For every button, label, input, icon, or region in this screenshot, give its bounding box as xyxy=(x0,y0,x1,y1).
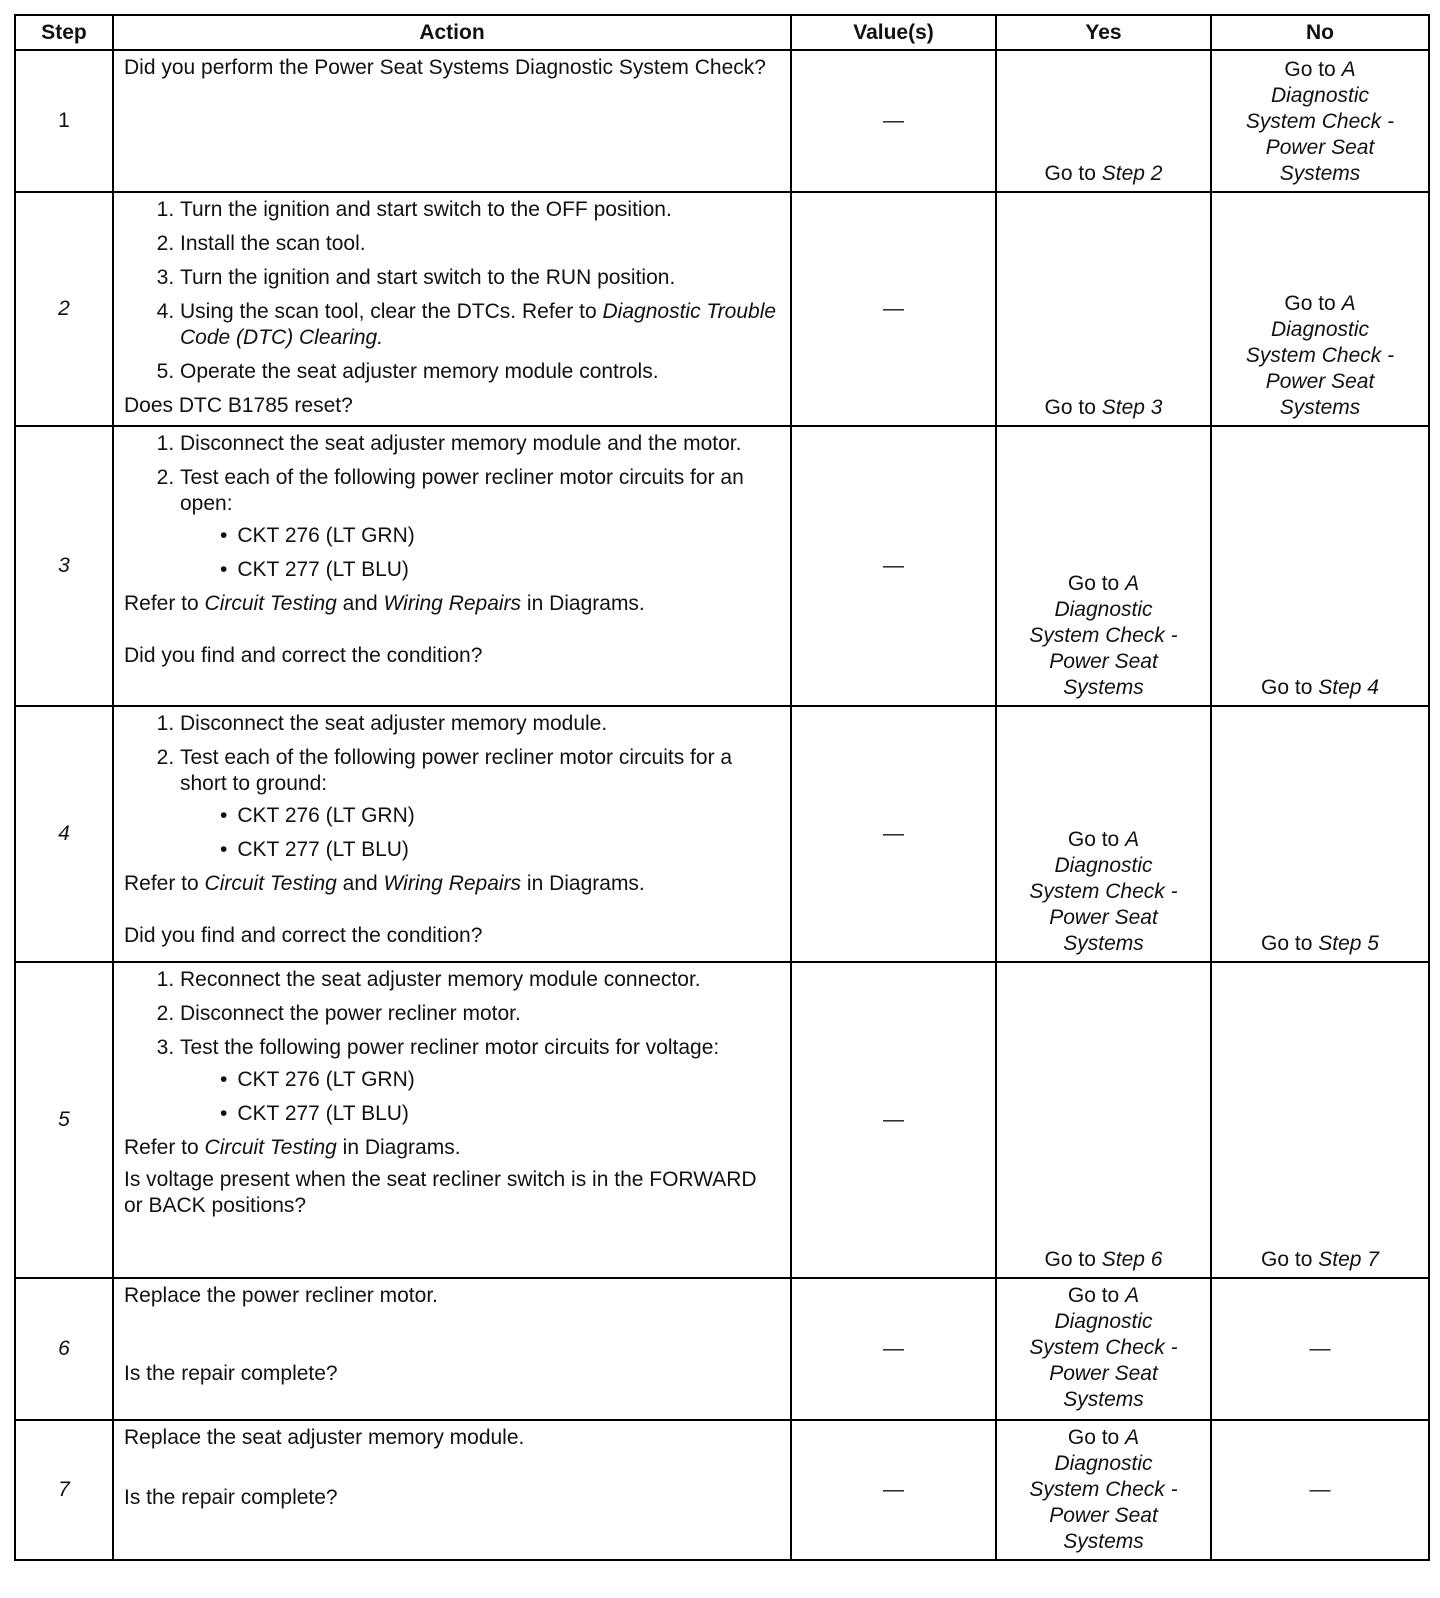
circuit-bullet: • CKT 277 (LT BLU) xyxy=(220,837,780,863)
table-row xyxy=(15,50,1429,192)
action-text: Replace the seat adjuster memory module. xyxy=(124,1426,525,1449)
action-cell xyxy=(113,962,791,1278)
header-values: Value(s) xyxy=(791,15,996,50)
yes-cell: Go to Step 3 xyxy=(996,192,1211,426)
diag-link[interactable]: A Diagnostic System Check - Power Seat Systems xyxy=(1029,828,1178,955)
diag-link[interactable]: A Diagnostic System Check - Power Seat Systems xyxy=(1029,1426,1178,1553)
step-number: 6 xyxy=(15,1278,113,1420)
action-text: Replace the power recliner motor. xyxy=(124,1284,438,1307)
diagnostic-table xyxy=(14,14,1430,1561)
value-cell: — xyxy=(791,50,996,192)
value-cell: — xyxy=(791,1278,996,1420)
action-item: 4. Using the scan tool, clear the DTCs. Refer to Diagnostic Trouble Code (DTC) Clearing. xyxy=(180,299,780,351)
diag-link[interactable]: A Diagnostic System Check - Power Seat Systems xyxy=(1245,292,1395,419)
table-row xyxy=(15,426,1429,706)
diag-link[interactable]: A Diagnostic System Check - Power Seat Systems xyxy=(1029,572,1178,699)
circuit-bullet: • CKT 277 (LT BLU) xyxy=(220,1101,780,1127)
action-item: 3. Turn the ignition and start switch to the RUN position. xyxy=(180,265,780,291)
circuit-bullet: • CKT 276 (LT GRN) xyxy=(220,1067,780,1093)
wiring-repairs-link[interactable]: Wiring Repairs xyxy=(383,592,522,615)
question-text: Did you find and correct the condition? xyxy=(124,924,483,947)
diag-link[interactable]: A Diagnostic System Check - Power Seat Systems xyxy=(1245,58,1395,185)
action-cell xyxy=(113,426,791,706)
value-cell: — xyxy=(791,962,996,1278)
wiring-repairs-link[interactable]: Wiring Repairs xyxy=(383,872,522,895)
reference-text: Refer to Circuit Testing and Wiring Repairs in Diagrams. xyxy=(124,592,645,615)
value-cell: — xyxy=(791,706,996,962)
yes-cell: Go to A Diagnostic System Check - Power Seat Systems xyxy=(996,426,1211,706)
question-text: Is the repair complete? xyxy=(124,1362,338,1385)
header-no: No xyxy=(1211,15,1429,50)
no-cell: — xyxy=(1211,1420,1429,1560)
no-cell: Go to Step 4 xyxy=(1211,426,1429,706)
circuit-bullet: • CKT 276 (LT GRN) xyxy=(220,803,780,829)
header-row xyxy=(15,15,1429,50)
no-cell: Go to Step 5 xyxy=(1211,706,1429,962)
action-item: 1. Reconnect the seat adjuster memory module connector. xyxy=(180,967,780,993)
table-row xyxy=(15,706,1429,962)
value-cell: — xyxy=(791,426,996,706)
step-number: 2 xyxy=(15,192,113,426)
action-item: 2. Install the scan tool. xyxy=(180,231,780,257)
question-text: Is voltage present when the seat recliner switch is in the FORWARD or BACK positions? xyxy=(124,1168,757,1217)
step-number: 4 xyxy=(15,706,113,962)
step-number: 1 xyxy=(15,50,113,192)
question-text: Did you find and correct the condition? xyxy=(124,644,483,667)
header-step: Step xyxy=(15,15,113,50)
action-cell xyxy=(113,1278,791,1420)
no-cell: — xyxy=(1211,1278,1429,1420)
yes-cell: Go to A Diagnostic System Check - Power Seat Systems xyxy=(996,1278,1211,1420)
reference-text: Refer to Circuit Testing and Wiring Repairs in Diagrams. xyxy=(124,872,645,895)
no-cell: Go to A Diagnostic System Check - Power Seat Systems xyxy=(1211,50,1429,192)
circuit-bullet: • CKT 277 (LT BLU) xyxy=(220,557,780,583)
step-link[interactable]: Step 7 xyxy=(1318,1248,1379,1271)
action-item: 2. Disconnect the power recliner motor. xyxy=(180,1001,780,1027)
yes-cell: Go to Step 6 xyxy=(996,962,1211,1278)
yes-cell: Go to A Diagnostic System Check - Power Seat Systems xyxy=(996,1420,1211,1560)
header-action: Action xyxy=(113,15,791,50)
reference-text: Refer to Circuit Testing in Diagrams. xyxy=(124,1136,461,1159)
step-number: 5 xyxy=(15,962,113,1278)
dtc-clearing-link[interactable]: Diagnostic Trouble Code (DTC) Clearing. xyxy=(180,300,777,349)
action-cell xyxy=(113,706,791,962)
circuit-testing-link[interactable]: Circuit Testing xyxy=(204,1136,337,1159)
step-number: 7 xyxy=(15,1420,113,1560)
table-row xyxy=(15,962,1429,1278)
table-row xyxy=(15,192,1429,426)
action-item: 5. Operate the seat adjuster memory module controls. xyxy=(180,359,780,385)
action-item: 1. Turn the ignition and start switch to the OFF position. xyxy=(180,197,780,223)
table-row xyxy=(15,1420,1429,1560)
action-item: 3. Test the following power recliner motor circuits for voltage: • CKT 276 (LT GRN) • CKT 277 (LT BLU) xyxy=(180,1035,780,1127)
question-text: Is the repair complete? xyxy=(124,1486,338,1509)
step-link[interactable]: Step 6 xyxy=(1101,1248,1163,1271)
question-text: Did you perform the Power Seat Systems Diagnostic System Check? xyxy=(124,56,766,79)
action-item: 1. Disconnect the seat adjuster memory module and the motor. xyxy=(180,431,780,457)
question-text: Does DTC B1785 reset? xyxy=(124,394,353,417)
step-link[interactable]: Step 3 xyxy=(1101,396,1163,419)
yes-cell: Go to A Diagnostic System Check - Power Seat Systems xyxy=(996,706,1211,962)
action-item: 1. Disconnect the seat adjuster memory module. xyxy=(180,711,780,737)
circuit-testing-link[interactable]: Circuit Testing xyxy=(204,592,337,615)
action-cell xyxy=(113,192,791,426)
step-link[interactable]: Step 2 xyxy=(1101,162,1163,185)
circuit-bullet: • CKT 276 (LT GRN) xyxy=(220,523,780,549)
action-cell xyxy=(113,1420,791,1560)
step-number: 3 xyxy=(15,426,113,706)
table-row xyxy=(15,1278,1429,1420)
value-cell: — xyxy=(791,1420,996,1560)
step-link[interactable]: Step 5 xyxy=(1318,932,1379,955)
action-cell xyxy=(113,50,791,192)
yes-cell: Go to Step 2 xyxy=(996,50,1211,192)
header-yes: Yes xyxy=(996,15,1211,50)
circuit-testing-link[interactable]: Circuit Testing xyxy=(204,872,337,895)
no-cell: Go to A Diagnostic System Check - Power Seat Systems xyxy=(1211,192,1429,426)
step-link[interactable]: Step 4 xyxy=(1318,676,1379,699)
no-cell: Go to Step 7 xyxy=(1211,962,1429,1278)
value-cell: — xyxy=(791,192,996,426)
action-item: 2. Test each of the following power recliner motor circuits for a short to ground: • CKT 276 (LT GRN) • CKT 277 (LT BLU) xyxy=(180,745,780,863)
action-item: 2. Test each of the following power recliner motor circuits for an open: • CKT 276 (LT GRN) • CKT 277 (LT BLU) xyxy=(180,465,780,583)
diag-link[interactable]: A Diagnostic System Check - Power Seat Systems xyxy=(1029,1284,1178,1411)
